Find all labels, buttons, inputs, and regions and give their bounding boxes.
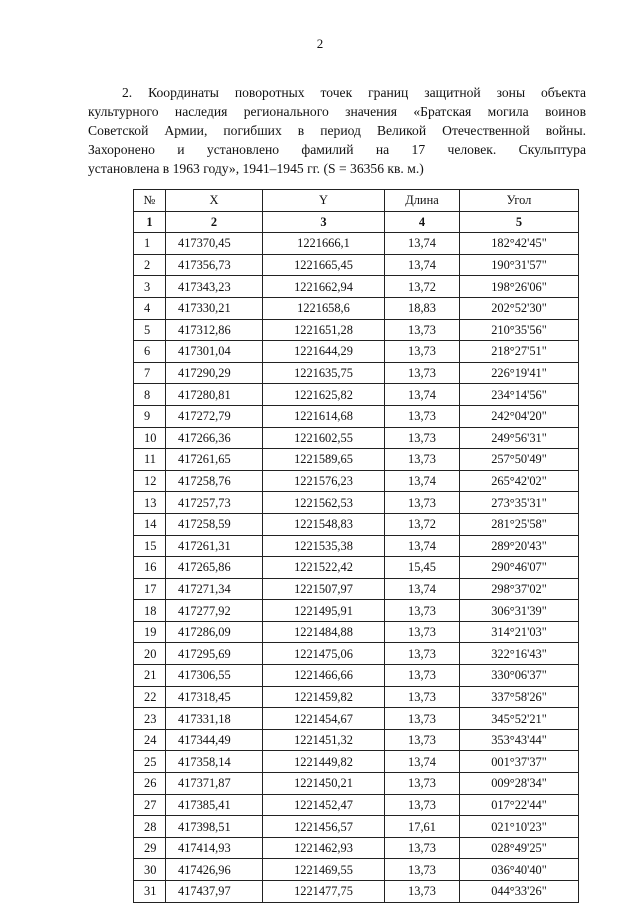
point-number: 25 xyxy=(134,751,166,773)
x-value: 417437,97 xyxy=(166,881,263,903)
length-value: 13,73 xyxy=(385,492,460,514)
x-value: 417261,31 xyxy=(166,535,263,557)
angle-value: 226°19'41" xyxy=(460,362,579,384)
table-row xyxy=(134,751,579,773)
length-value: 13,73 xyxy=(385,837,460,859)
angle-value: 001°37'37" xyxy=(460,751,579,773)
angle-value: 298°37'02" xyxy=(460,578,579,600)
point-number: 21 xyxy=(134,665,166,687)
y-value: 1221522,42 xyxy=(263,557,385,579)
description-paragraph xyxy=(88,83,586,178)
x-value: 417331,18 xyxy=(166,708,263,730)
x-value: 417344,49 xyxy=(166,729,263,751)
point-number: 5 xyxy=(134,319,166,341)
x-value: 417343,23 xyxy=(166,276,263,298)
point-number: 18 xyxy=(134,600,166,622)
table-row xyxy=(134,837,579,859)
length-value: 13,72 xyxy=(385,276,460,298)
table-row xyxy=(134,427,579,449)
table-row xyxy=(134,341,579,363)
y-value: 1221662,94 xyxy=(263,276,385,298)
x-value: 417330,21 xyxy=(166,297,263,319)
point-number: 9 xyxy=(134,405,166,427)
table-row xyxy=(134,276,579,298)
length-value: 13,73 xyxy=(385,859,460,881)
angle-value: 218°27'51" xyxy=(460,341,579,363)
y-value: 1221576,23 xyxy=(263,470,385,492)
y-value: 1221535,38 xyxy=(263,535,385,557)
y-value: 1221466,66 xyxy=(263,665,385,687)
y-value: 1221602,55 xyxy=(263,427,385,449)
length-value: 13,72 xyxy=(385,513,460,535)
point-number: 30 xyxy=(134,859,166,881)
length-value: 13,74 xyxy=(385,470,460,492)
x-value: 417280,81 xyxy=(166,384,263,406)
angle-value: 257°50'49" xyxy=(460,449,579,471)
point-number: 24 xyxy=(134,729,166,751)
point-number: 23 xyxy=(134,708,166,730)
table-column-index-row xyxy=(134,211,579,233)
y-value: 1221452,47 xyxy=(263,794,385,816)
x-value: 417271,34 xyxy=(166,578,263,600)
angle-value: 190°31'57" xyxy=(460,254,579,276)
y-value: 1221454,67 xyxy=(263,708,385,730)
table-row xyxy=(134,319,579,341)
y-value: 1221469,55 xyxy=(263,859,385,881)
angle-value: 249°56'31" xyxy=(460,427,579,449)
table-row xyxy=(134,859,579,881)
column-index: 3 xyxy=(263,211,385,233)
x-value: 417286,09 xyxy=(166,621,263,643)
table-row xyxy=(134,535,579,557)
x-value: 417295,69 xyxy=(166,643,263,665)
table-row xyxy=(134,729,579,751)
table-row xyxy=(134,773,579,795)
length-value: 13,74 xyxy=(385,254,460,276)
length-value: 18,83 xyxy=(385,297,460,319)
table-row xyxy=(134,665,579,687)
point-number: 16 xyxy=(134,557,166,579)
table-row xyxy=(134,881,579,903)
y-value: 1221456,57 xyxy=(263,816,385,838)
table-row xyxy=(134,600,579,622)
table-row xyxy=(134,470,579,492)
y-value: 1221635,75 xyxy=(263,362,385,384)
length-value: 13,73 xyxy=(385,362,460,384)
length-value: 13,74 xyxy=(385,384,460,406)
length-value: 13,73 xyxy=(385,794,460,816)
angle-value: 273°35'31" xyxy=(460,492,579,514)
x-value: 417258,76 xyxy=(166,470,263,492)
table-row xyxy=(134,362,579,384)
angle-value: 198°26'06" xyxy=(460,276,579,298)
table-row xyxy=(134,686,579,708)
length-value: 13,73 xyxy=(385,600,460,622)
y-value: 1221614,68 xyxy=(263,405,385,427)
table-row xyxy=(134,643,579,665)
point-number: 10 xyxy=(134,427,166,449)
x-value: 417398,51 xyxy=(166,816,263,838)
angle-value: 021°10'23" xyxy=(460,816,579,838)
table-row xyxy=(134,513,579,535)
y-value: 1221449,82 xyxy=(263,751,385,773)
point-number: 1 xyxy=(134,233,166,255)
y-value: 1221666,1 xyxy=(263,233,385,255)
column-index: 5 xyxy=(460,211,579,233)
length-value: 15,45 xyxy=(385,557,460,579)
point-number: 14 xyxy=(134,513,166,535)
paragraph-line: установлена в 1963 году», 1941–1945 гг. (S = 36356 кв. м.) xyxy=(88,161,424,176)
x-value: 417257,73 xyxy=(166,492,263,514)
length-value: 13,73 xyxy=(385,729,460,751)
y-value: 1221625,82 xyxy=(263,384,385,406)
header-x: X xyxy=(166,190,263,212)
length-value: 13,73 xyxy=(385,643,460,665)
y-value: 1221548,83 xyxy=(263,513,385,535)
angle-value: 337°58'26" xyxy=(460,686,579,708)
length-value: 13,73 xyxy=(385,665,460,687)
length-value: 13,74 xyxy=(385,751,460,773)
angle-value: 210°35'56" xyxy=(460,319,579,341)
y-value: 1221651,28 xyxy=(263,319,385,341)
length-value: 13,73 xyxy=(385,686,460,708)
table-row xyxy=(134,384,579,406)
page-number: 2 xyxy=(316,36,324,51)
header-angle: Угол xyxy=(460,190,579,212)
table-row xyxy=(134,405,579,427)
point-number: 26 xyxy=(134,773,166,795)
y-value: 1221477,75 xyxy=(263,881,385,903)
table-row xyxy=(134,794,579,816)
length-value: 13,73 xyxy=(385,881,460,903)
column-index: 4 xyxy=(385,211,460,233)
y-value: 1221495,91 xyxy=(263,600,385,622)
table-header-row xyxy=(134,190,579,212)
y-value: 1221644,29 xyxy=(263,341,385,363)
angle-value: 306°31'39" xyxy=(460,600,579,622)
angle-value: 202°52'30" xyxy=(460,297,579,319)
y-value: 1221589,65 xyxy=(263,449,385,471)
paragraph-line: культурного наследия регионального значения «Братская могила воинов xyxy=(88,104,586,119)
x-value: 417301,04 xyxy=(166,341,263,363)
x-value: 417414,93 xyxy=(166,837,263,859)
point-number: 27 xyxy=(134,794,166,816)
angle-value: 265°42'02" xyxy=(460,470,579,492)
length-value: 13,73 xyxy=(385,427,460,449)
point-number: 19 xyxy=(134,621,166,643)
length-value: 13,74 xyxy=(385,578,460,600)
table-row xyxy=(134,254,579,276)
paragraph-line: Советской Армии, погибших в период Великой Отечественной войны. xyxy=(88,123,586,138)
point-number: 28 xyxy=(134,816,166,838)
x-value: 417356,73 xyxy=(166,254,263,276)
angle-value: 017°22'44" xyxy=(460,794,579,816)
point-number: 4 xyxy=(134,297,166,319)
length-value: 13,74 xyxy=(385,233,460,255)
x-value: 417258,59 xyxy=(166,513,263,535)
angle-value: 028°49'25" xyxy=(460,837,579,859)
length-value: 13,73 xyxy=(385,708,460,730)
table-row xyxy=(134,492,579,514)
angle-value: 289°20'43" xyxy=(460,535,579,557)
point-number: 3 xyxy=(134,276,166,298)
length-value: 13,74 xyxy=(385,535,460,557)
x-value: 417265,86 xyxy=(166,557,263,579)
angle-value: 281°25'58" xyxy=(460,513,579,535)
angle-value: 314°21'03" xyxy=(460,621,579,643)
table-row xyxy=(134,621,579,643)
column-index: 2 xyxy=(166,211,263,233)
point-number: 12 xyxy=(134,470,166,492)
paragraph-line: Захоронено и установлено фамилий на 17 человек. Скульптура xyxy=(88,142,586,157)
x-value: 417290,29 xyxy=(166,362,263,384)
angle-value: 242°04'20" xyxy=(460,405,579,427)
y-value: 1221562,53 xyxy=(263,492,385,514)
angle-value: 353°43'44" xyxy=(460,729,579,751)
x-value: 417358,14 xyxy=(166,751,263,773)
length-value: 13,73 xyxy=(385,341,460,363)
point-number: 15 xyxy=(134,535,166,557)
angle-value: 234°14'56" xyxy=(460,384,579,406)
y-value: 1221459,82 xyxy=(263,686,385,708)
angle-value: 009°28'34" xyxy=(460,773,579,795)
point-number: 29 xyxy=(134,837,166,859)
table-row xyxy=(134,708,579,730)
table-row xyxy=(134,297,579,319)
point-number: 22 xyxy=(134,686,166,708)
point-number: 8 xyxy=(134,384,166,406)
angle-value: 330°06'37" xyxy=(460,665,579,687)
y-value: 1221462,93 xyxy=(263,837,385,859)
x-value: 417272,79 xyxy=(166,405,263,427)
angle-value: 290°46'07" xyxy=(460,557,579,579)
table-row xyxy=(134,578,579,600)
x-value: 417312,86 xyxy=(166,319,263,341)
x-value: 417426,96 xyxy=(166,859,263,881)
point-number: 2 xyxy=(134,254,166,276)
x-value: 417261,65 xyxy=(166,449,263,471)
x-value: 417266,36 xyxy=(166,427,263,449)
y-value: 1221658,6 xyxy=(263,297,385,319)
length-value: 13,73 xyxy=(385,621,460,643)
table-row xyxy=(134,557,579,579)
point-number: 7 xyxy=(134,362,166,384)
y-value: 1221507,97 xyxy=(263,578,385,600)
point-number: 31 xyxy=(134,881,166,903)
length-value: 13,73 xyxy=(385,405,460,427)
y-value: 1221475,06 xyxy=(263,643,385,665)
length-value: 13,73 xyxy=(385,449,460,471)
angle-value: 322°16'43" xyxy=(460,643,579,665)
coordinates-table xyxy=(133,189,579,903)
table-row xyxy=(134,816,579,838)
angle-value: 044°33'26" xyxy=(460,881,579,903)
y-value: 1221451,32 xyxy=(263,729,385,751)
paragraph-line: 2. Координаты поворотных точек границ защитной зоны объекта xyxy=(122,85,586,100)
point-number: 6 xyxy=(134,341,166,363)
point-number: 13 xyxy=(134,492,166,514)
length-value: 13,73 xyxy=(385,773,460,795)
column-index: 1 xyxy=(134,211,166,233)
x-value: 417385,41 xyxy=(166,794,263,816)
x-value: 417318,45 xyxy=(166,686,263,708)
angle-value: 036°40'40" xyxy=(460,859,579,881)
angle-value: 345°52'21" xyxy=(460,708,579,730)
header-y: Y xyxy=(263,190,385,212)
y-value: 1221484,88 xyxy=(263,621,385,643)
x-value: 417277,92 xyxy=(166,600,263,622)
angle-value: 182°42'45" xyxy=(460,233,579,255)
y-value: 1221665,45 xyxy=(263,254,385,276)
x-value: 417370,45 xyxy=(166,233,263,255)
x-value: 417371,87 xyxy=(166,773,263,795)
y-value: 1221450,21 xyxy=(263,773,385,795)
point-number: 11 xyxy=(134,449,166,471)
length-value: 17,61 xyxy=(385,816,460,838)
x-value: 417306,55 xyxy=(166,665,263,687)
point-number: 17 xyxy=(134,578,166,600)
point-number: 20 xyxy=(134,643,166,665)
length-value: 13,73 xyxy=(385,319,460,341)
table-row xyxy=(134,449,579,471)
header-number: № xyxy=(134,190,166,212)
header-length: Длина xyxy=(385,190,460,212)
table-row xyxy=(134,233,579,255)
